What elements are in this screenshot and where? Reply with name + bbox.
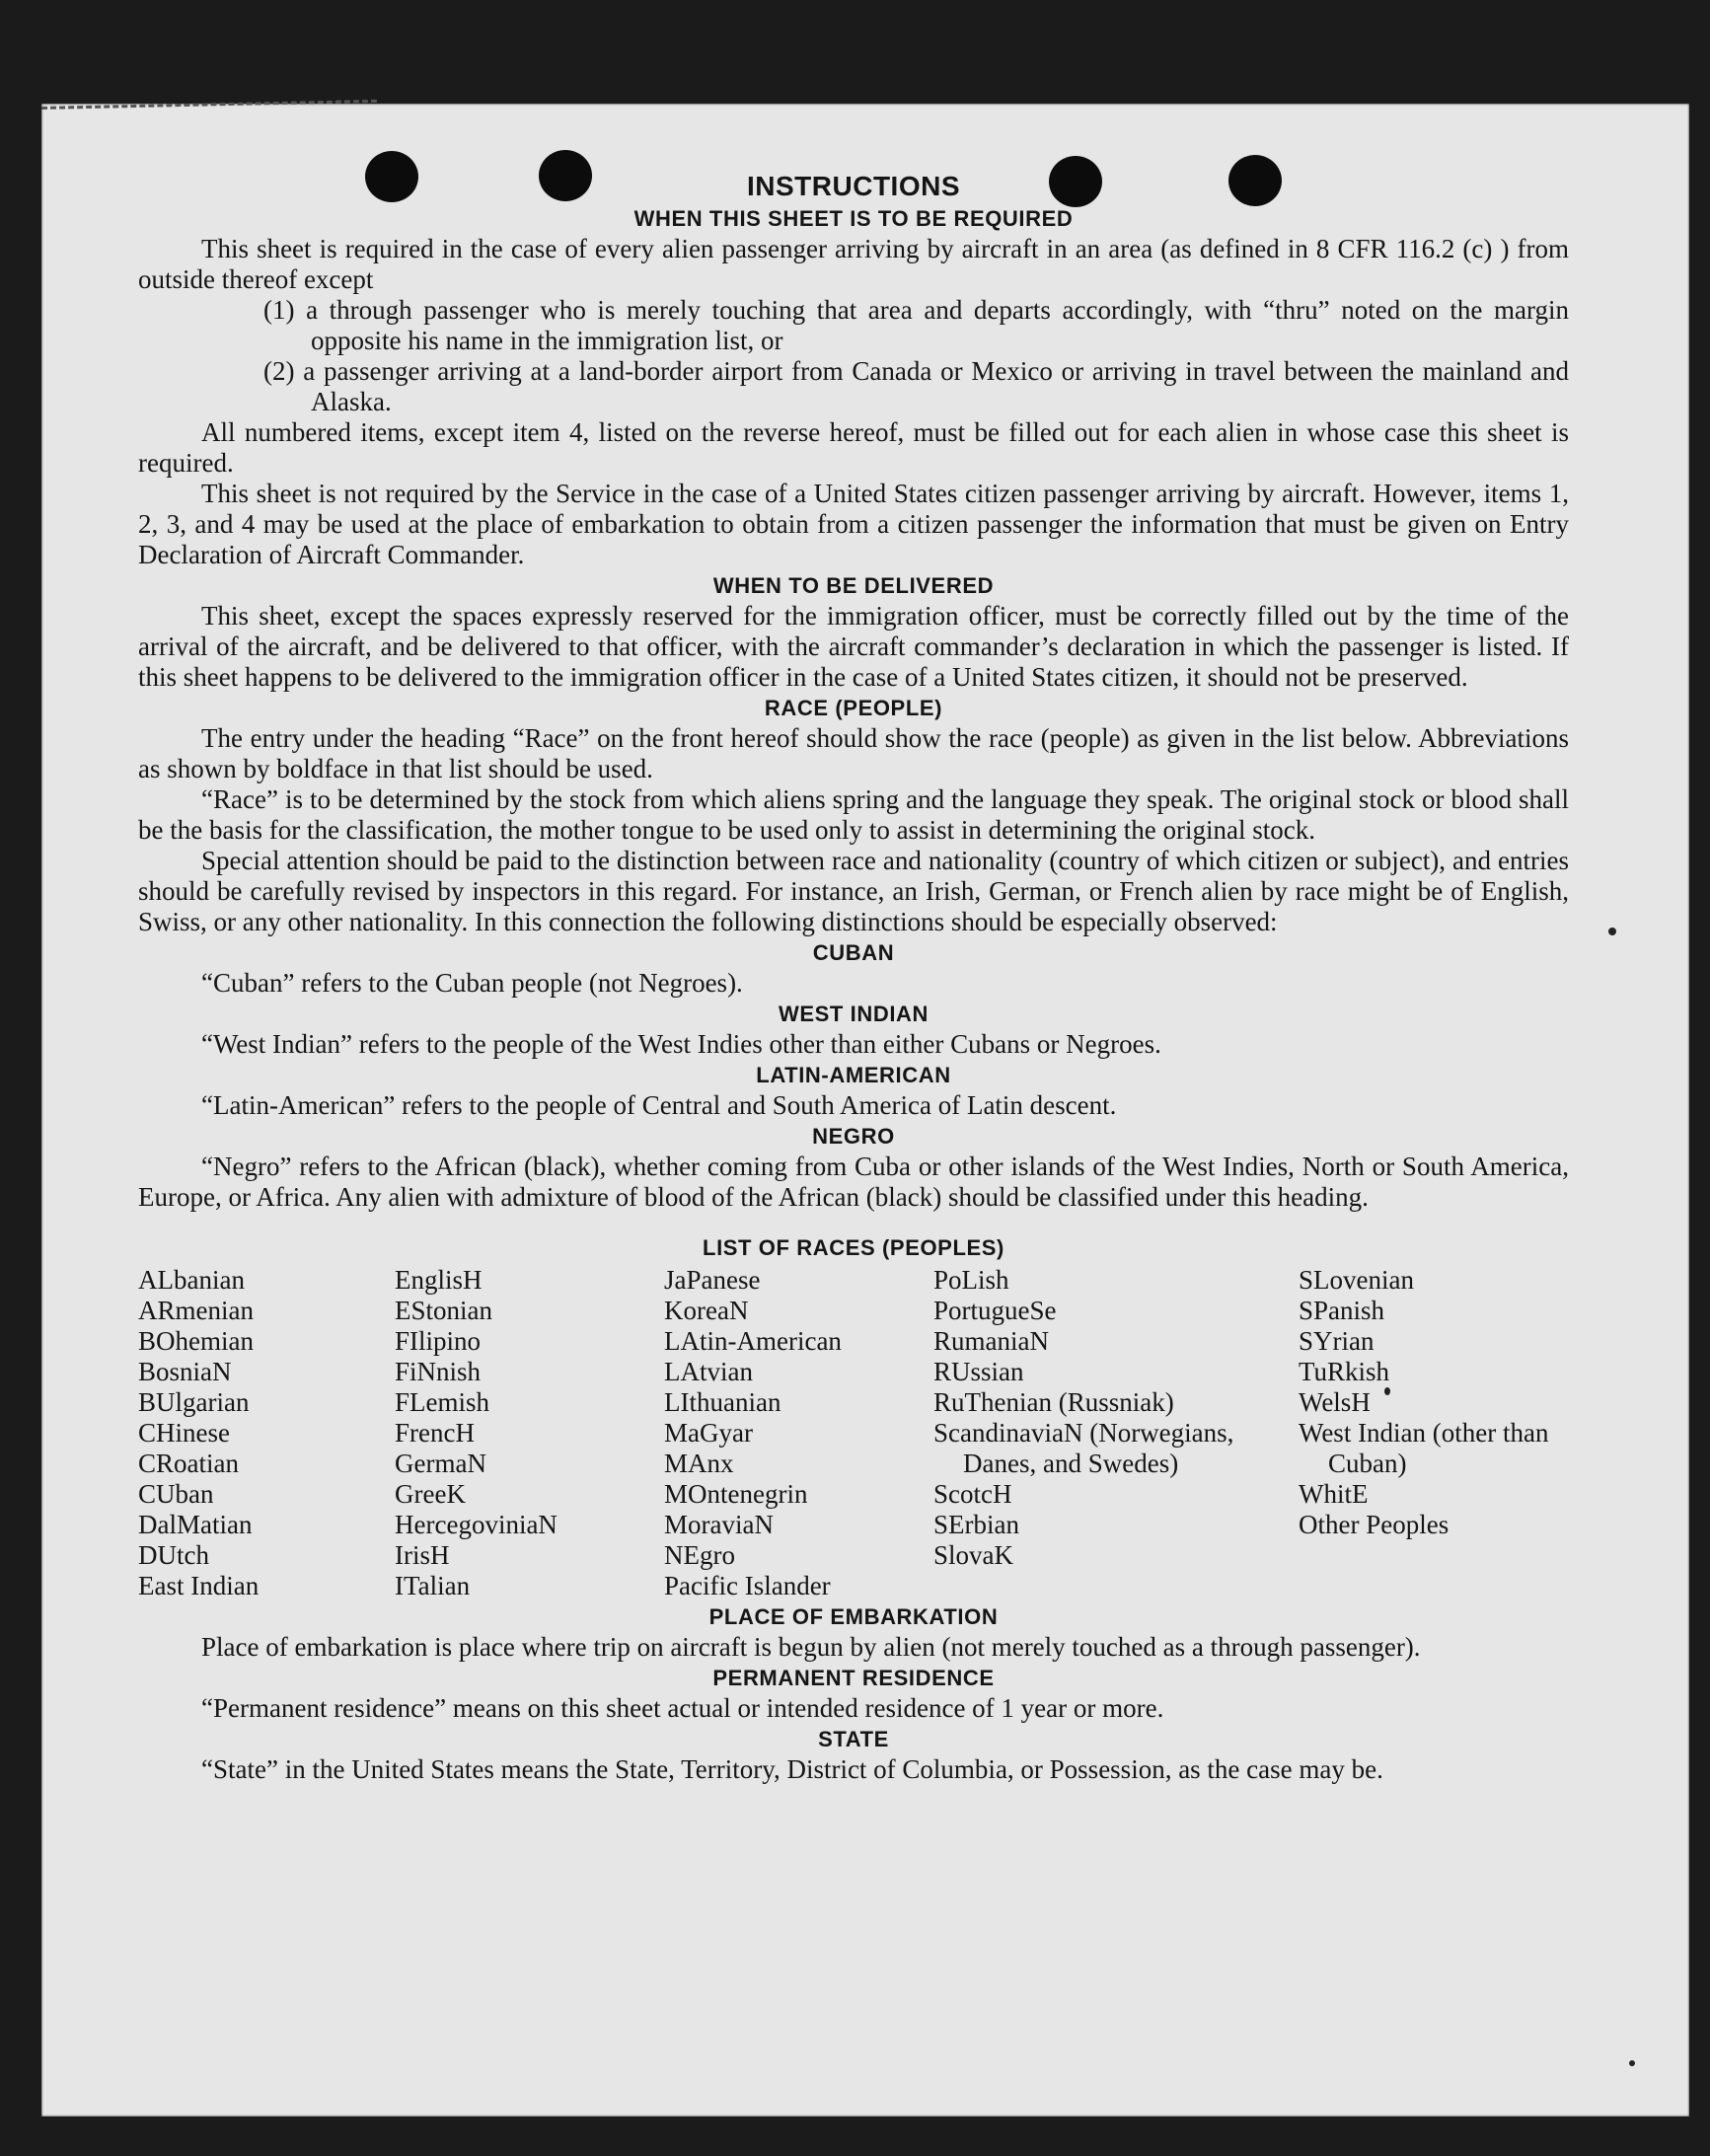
paragraph: The entry under the heading “Race” on the front hereof should show the race (people) as given in the list below. Abbreviations as shown by boldface in that list should be used. bbox=[138, 723, 1569, 783]
race-item: EnglisH bbox=[395, 1265, 483, 1295]
paragraph: This sheet, except the spaces expressly reserved for the immigration officer, must be correctly filled out by the time of the arrival of the aircraft, and be delivered to that officer, with the aircraft commander’s declaration in which the passenger is listed. If this sheet happens to be delivered to the immigration officer in the case of a United States citizen, it should not be preserved. bbox=[138, 601, 1569, 692]
race-item: BosniaN bbox=[138, 1357, 232, 1386]
race-item: IrisH bbox=[395, 1540, 450, 1570]
race-item: BUlgarian bbox=[138, 1387, 250, 1417]
heading-list-of-races: LIST OF RACES (PEOPLES) bbox=[703, 1235, 1004, 1260]
heading-race: RACE (PEOPLE) bbox=[764, 696, 943, 720]
race-item: WelsH bbox=[1299, 1387, 1371, 1417]
paragraph: “Permanent residence” means on this sheet actual or intended residence of 1 year or more. bbox=[201, 1693, 1164, 1723]
race-item: DUtch bbox=[138, 1540, 209, 1570]
paragraph: “Latin-American” refers to the people of Central and South America of Latin descent. bbox=[201, 1090, 1117, 1120]
race-item: ARmenian bbox=[138, 1296, 254, 1325]
race-item: East Indian bbox=[138, 1571, 260, 1600]
races-column bbox=[1299, 1265, 1569, 1601]
race-item: FIlipino bbox=[395, 1326, 482, 1356]
race-item: MaGyar bbox=[664, 1418, 753, 1448]
race-item: FrencH bbox=[395, 1418, 475, 1448]
races-column bbox=[395, 1265, 664, 1601]
races-column bbox=[664, 1265, 933, 1601]
paragraph: All numbered items, except item 4, listed on the reverse hereof, must be filled out for each alien in whose case this sheet is required. bbox=[138, 417, 1569, 478]
heading-latin-american: LATIN-AMERICAN bbox=[756, 1063, 951, 1087]
paragraph: “Race” is to be determined by the stock from which aliens spring and the language they speak. The original stock or blood shall be the basis for the classification, the mother tongue to be used only to assist in determining the original stock. bbox=[138, 784, 1569, 845]
race-item: SLovenian bbox=[1299, 1265, 1414, 1295]
race-item: CUban bbox=[138, 1479, 214, 1509]
race-item: SYrian bbox=[1299, 1326, 1375, 1356]
race-item: PortugueSe bbox=[933, 1296, 1057, 1325]
race-item: MoraviaN bbox=[664, 1510, 774, 1539]
race-item: SlovaK bbox=[933, 1540, 1013, 1570]
race-item: JaPanese bbox=[664, 1265, 761, 1295]
list-item: (2) a passenger arriving at a land-border airport from Canada or Mexico or arriving in travel between the mainland and Alaska. bbox=[263, 356, 1569, 416]
race-item: BOhemian bbox=[138, 1326, 254, 1356]
paragraph: This sheet is not required by the Service in the case of a United States citizen passenger arriving by aircraft. However, items 1, 2, 3, and 4 may be used at the place of embarkation to obtain from a citizen passenger the information that must be given on Entry Declaration of Aircraft Commander. bbox=[138, 479, 1569, 569]
race-item: CRoatian bbox=[138, 1449, 239, 1478]
heading-residence: PERMANENT RESIDENCE bbox=[712, 1666, 995, 1690]
heading-negro: NEGRO bbox=[812, 1124, 895, 1149]
race-item: Other Peoples bbox=[1299, 1510, 1450, 1539]
list-item: (1) a through passenger who is merely touching that area and departs accordingly, with “thru” noted on the margin opposite his name in the immigration list, or bbox=[263, 295, 1569, 355]
race-item: PoLish bbox=[933, 1265, 1009, 1295]
race-item: MAnx bbox=[664, 1449, 734, 1478]
race-item: ITalian bbox=[395, 1571, 471, 1600]
race-item: West Indian (other than Cuban) bbox=[1299, 1418, 1549, 1478]
races-list bbox=[138, 1265, 1569, 1601]
race-item: FiNnish bbox=[395, 1357, 482, 1386]
race-item: GreeK bbox=[395, 1479, 466, 1509]
race-item: SErbian bbox=[933, 1510, 1019, 1539]
race-item: MOntenegrin bbox=[664, 1479, 808, 1509]
heading-cuban: CUBAN bbox=[812, 940, 895, 965]
paragraph: “Cuban” refers to the Cuban people (not Negroes). bbox=[201, 968, 743, 998]
heading-west-indian: WEST INDIAN bbox=[778, 1002, 929, 1026]
paragraph: This sheet is required in the case of every alien passenger arriving by aircraft in an area (as defined in 8 CFR 116.2 (c) ) from outside thereof except bbox=[138, 234, 1569, 294]
instructions-text bbox=[138, 170, 1569, 1785]
heading-embarkation: PLACE OF EMBARKATION bbox=[708, 1604, 999, 1629]
race-item: EStonian bbox=[395, 1296, 492, 1325]
heading-delivered: WHEN TO BE DELIVERED bbox=[712, 573, 995, 598]
race-item: RuThenian (Russniak) bbox=[933, 1387, 1174, 1417]
race-item: ALbanian bbox=[138, 1265, 245, 1295]
race-item: CHinese bbox=[138, 1418, 230, 1448]
race-item: LAtvian bbox=[664, 1357, 753, 1386]
race-item: HercegoviniaN bbox=[395, 1510, 558, 1539]
race-item: WhitE bbox=[1299, 1479, 1369, 1509]
race-item: DalMatian bbox=[138, 1510, 253, 1539]
paragraph: “West Indian” refers to the people of the West Indies other than either Cubans or Negroes. bbox=[201, 1029, 1161, 1059]
paragraph: “State” in the United States means the State, Territory, District of Columbia, or Possession, as the case may be. bbox=[201, 1754, 1383, 1784]
race-item: Pacific Islander bbox=[664, 1571, 831, 1600]
race-item: RumaniaN bbox=[933, 1326, 1049, 1356]
race-item: KoreaN bbox=[664, 1296, 749, 1325]
race-item: ScotcH bbox=[933, 1479, 1012, 1509]
speck bbox=[1608, 928, 1616, 935]
race-item: SPanish bbox=[1299, 1296, 1385, 1325]
heading-state: STATE bbox=[818, 1727, 889, 1751]
paragraph: “Negro” refers to the African (black), whether coming from Cuba or other islands of the West Indies, North or South America, Europe, or Africa. Any alien with admixture of blood of the African (black) should be classified under this heading. bbox=[138, 1152, 1569, 1212]
speck bbox=[1629, 2060, 1635, 2066]
race-item: LIthuanian bbox=[664, 1387, 781, 1417]
races-column bbox=[933, 1265, 1299, 1601]
race-item: ScandinaviaN (Norwegians, Danes, and Swedes) bbox=[933, 1418, 1234, 1478]
page-title: INSTRUCTIONS bbox=[747, 171, 960, 201]
race-item: GermaN bbox=[395, 1449, 486, 1478]
race-item: LAtin-American bbox=[664, 1326, 842, 1356]
race-item: RUssian bbox=[933, 1357, 1024, 1386]
race-item: FLemish bbox=[395, 1387, 490, 1417]
heading-when-required: WHEN THIS SHEET IS TO BE REQUIRED bbox=[633, 206, 1074, 231]
race-item: NEgro bbox=[664, 1540, 735, 1570]
paragraph: Special attention should be paid to the distinction between race and nationality (country of which citizen or subject), and entries should be carefully revised by inspectors in this regard. For instance, an Irish, German, or French alien by race might be of English, Swiss, or any other nationality. In this connection the following distinctions should be especially observed: bbox=[138, 846, 1569, 936]
races-column bbox=[138, 1265, 395, 1601]
paragraph: Place of embarkation is place where trip on aircraft is begun by alien (not merely touched as a through passenger). bbox=[201, 1632, 1421, 1662]
race-item: TuRkish bbox=[1299, 1357, 1390, 1386]
